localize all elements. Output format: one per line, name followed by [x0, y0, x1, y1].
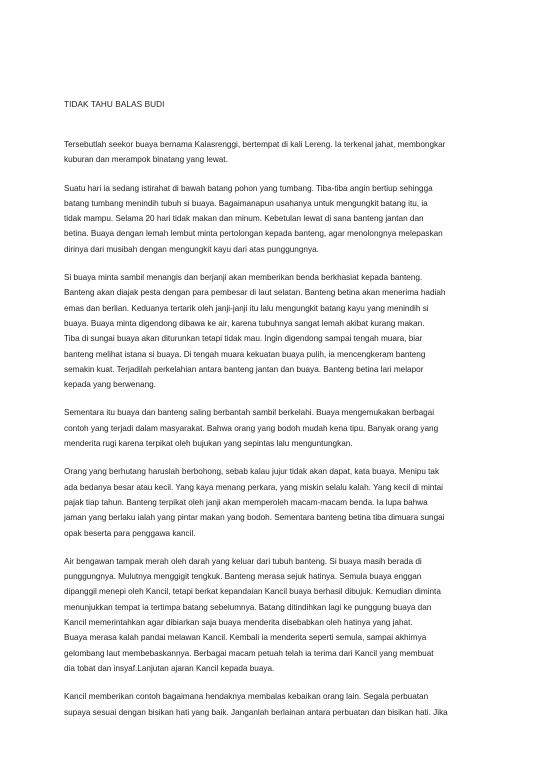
- paragraph-line: Kancil memberikan contoh bagaimana hendaknya membalas kebaikan orang lain. Segala perbuatan: [64, 692, 429, 702]
- paragraph-line: Si buaya minta sambil menangis dan berjanji akan memberikan benda berkhasiat kepada banteng.: [64, 273, 423, 283]
- paragraph-line: menunjukkan tempat ia tertimpa batang sebelumnya. Batang ditindihkan lagi ke punggung buaya dan: [64, 602, 432, 612]
- paragraph: [64, 554, 484, 676]
- paragraph-line: dipanggil menepi oleh Kancil, tetapi berkat kepandaian Kancil buaya berhasil dibujuk. Kemudian diminta: [64, 587, 441, 597]
- paragraph-line: Suatu hari ia sedang istirahat di bawah batang pohon yang tumbang. Tiba-tiba angin bertiup sehingga: [64, 183, 433, 193]
- paragraph-line: jaman yang berlaku ialah yang pintar makan yang bodoh. Sementara banteng betina tiba dimuara sungai: [64, 513, 445, 523]
- paragraph-line: supaya sesuai dengan bisikan hati yang baik. Janganlah berlainan antara perbuatan dan bisikan hati. Jika: [64, 707, 448, 717]
- paragraph-line: dia tobat dan insyaf.Lanjutan ajaran Kancil kepada buaya.: [64, 663, 275, 673]
- paragraph: [64, 689, 484, 720]
- paragraph-line: banteng melihat istana si buaya. Di tengah muara kekuatan buaya pulih, ia mencengkeram banteng: [64, 349, 426, 359]
- document-title: TIDAK TAHU BALAS BUDI: [64, 100, 165, 109]
- paragraph-line: gelombang laut membebaskannya. Berbagai macam petuah telah ia terima dari Kancil yang membuat: [64, 648, 434, 658]
- paragraph-line: menderita rugi karena terpikat oleh bujukan yang sepintas lalu menguntungkan.: [64, 439, 353, 449]
- paragraph-line: Orang yang berhutang haruslah berbohong, sebab kalau jujur tidak akan dapat, kata buaya. Menipu tak: [64, 467, 440, 477]
- paragraph-line: kepada yang berwenang.: [64, 380, 156, 390]
- paragraph-line: punggungnya. Mulutnya menggigit tengkuk. Banteng merasa sejuk hatinya. Semula buaya enggan: [64, 572, 422, 582]
- paragraph-line: Buaya merasa kalah pandai melawan Kancil. Kembali ia menderita seperti semula, sampai akhirnya: [64, 633, 427, 643]
- paragraph-line: opak beserta para penggawa kancil.: [64, 528, 196, 538]
- paragraph-line: Air bengawan tampak merah oleh darah yang keluar dari tubuh banteng. Si buaya masih berada di: [64, 556, 422, 566]
- paragraph-line: dirinya dari musibah dengan mengungkit kayu dari atas punggungnya.: [64, 244, 319, 254]
- paragraph-line: Kancil memerintahkan agar dibiarkan saja buaya menderita disebabkan oleh hatinya yang jahat.: [64, 618, 413, 628]
- paragraph-line: Banteng akan diajak pesta dengan para pembesar di laut selatan. Banteng betina akan menerima hadiah: [64, 288, 446, 298]
- paragraph-line: contoh yang terjadi dalam masyarakat. Bahwa orang yang bodoh mudah kena tipu. Banyak orang yang: [64, 423, 439, 433]
- paragraph-line: Tiba di sungai buaya akan diturunkan tetapi tidak mau. Ingin digendong sampai tengah muara, biar: [64, 334, 423, 344]
- paragraph-line: tidak mampu. Selama 20 hari tidak makan dan minum. Kebetulan lewat di sana banteng jantan dan: [64, 214, 424, 224]
- paragraph-line: kuburan dan merampok binatang yang lewat.: [64, 155, 228, 165]
- document-body: [64, 98, 484, 733]
- paragraph: [64, 137, 484, 168]
- paragraph: [64, 405, 484, 451]
- paragraph-line: betina. Buaya dengan lemah lembut minta pertolongan kepada banteng, agar menolongnya melepaskan: [64, 229, 443, 239]
- paragraph-line: semakin kuat. Terjadilah perkelahian antara banteng jantan dan buaya. Banteng betina lari melapor: [64, 364, 424, 374]
- paragraph-line: emas dan berlian. Keduanya tertarik oleh janji-janji itu lalu mengungkit batang kayu yang menindih si: [64, 303, 429, 313]
- paragraph: [64, 270, 484, 392]
- paragraph: [64, 181, 484, 257]
- paragraph-line: buaya. Buaya minta digendong dibawa ke air, karena tubuhnya sangat lemah akibat kurang makan.: [64, 318, 425, 328]
- paragraph: [64, 464, 484, 540]
- paragraph-line: batang tumbang menindih tubuh si buaya. Bagaimanapun usahanya untuk mengungkit batang itu, ia: [64, 198, 428, 208]
- paragraph-line: Sementara itu buaya dan banteng saling berbantah sambil berkelahi. Buaya mengemukakan berbagai: [64, 408, 435, 418]
- paragraph-line: ada bedanya besar atau kecil. Yang kaya menang perkara, yang miskin selalu kalah. Yang kecil di mintai: [64, 482, 443, 492]
- paragraph-line: pajak tiap tahun. Banteng terpikat oleh janji akan memperoleh macam-macam benda. Ia lupa bahwa: [64, 497, 428, 507]
- paragraph-line: Tersebutlah seekor buaya bernama Kalasrenggi, bertempat di kali Lereng. Ia terkenal jahat, membongkar: [64, 140, 446, 149]
- paragraph-list: [64, 137, 484, 720]
